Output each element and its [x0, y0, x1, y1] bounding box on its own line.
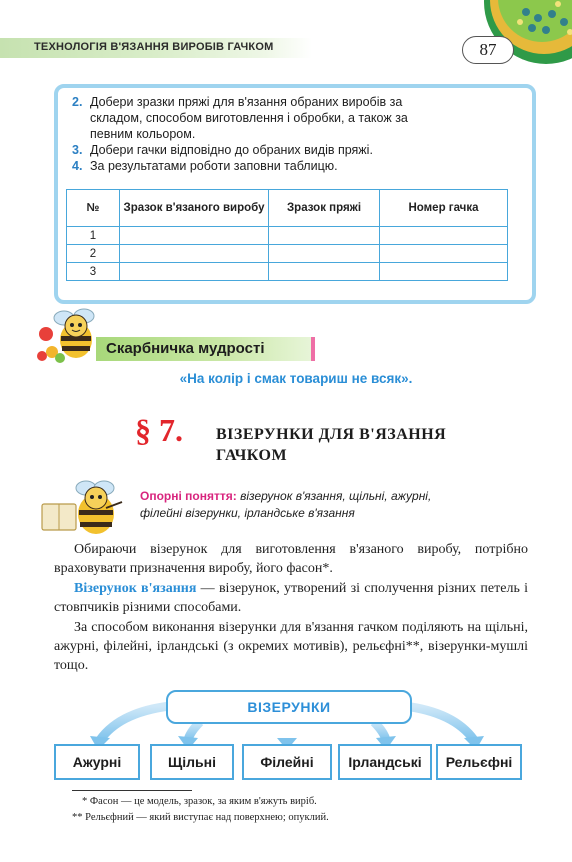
diagram-leaf-box: Ірландські — [338, 744, 432, 780]
term-highlight: Візерунок в'язання — [74, 581, 197, 596]
task-text: певним кольором. — [90, 127, 196, 141]
key-concepts-text: філейні візерунки, ірландське в'язання — [140, 506, 355, 520]
task-text: Добери гачки відповідно до обраних видів пряжі. — [90, 143, 373, 157]
diagram-leaf-box: Щільні — [150, 744, 234, 780]
key-concepts-label: Опорні поняття: — [140, 489, 237, 503]
section-title-line: ВІЗЕРУНКИ ДЛЯ В'ЯЗАННЯ — [216, 426, 447, 443]
paragraph-text: — візерунок, утворений зі сполучення різних петель і стовпчиків різними способами. — [54, 581, 528, 615]
paragraph: За способом виконання візерунки для в'язання гачком поділяють на щільні, ажурні, філейні, ірландські (з окремих мотивів), рельєфні**, візерунки-мушлі тощо. — [54, 620, 528, 673]
diagram-leaf-box: Філейні — [242, 744, 332, 780]
footnote: ** Рельєфний — який виступає над поверхнею; опуклий. — [72, 812, 329, 823]
key-concepts-text: візерунок в'язання, щільні, ажурні, — [240, 489, 432, 503]
table-header-cell: № — [67, 190, 120, 227]
page-number: 87 — [462, 36, 514, 64]
table-cell: 2 — [67, 245, 120, 263]
table-header-cell: Зразок в'язаного виробу — [120, 190, 269, 227]
task-text: складом, способом виготовлення і обробки, а також за — [90, 111, 408, 125]
diagram-leaf-box: Ажурні — [54, 744, 140, 780]
diagram-leaf-box: Рельєфні — [436, 744, 522, 780]
table-cell: 1 — [67, 227, 120, 245]
table-cell: 3 — [67, 263, 120, 281]
diagram-root-box: ВІЗЕРУНКИ — [166, 690, 412, 724]
task-number: 4. — [72, 159, 83, 173]
task-number: 2. — [72, 95, 83, 109]
wisdom-title: Скарбничка мудрості — [106, 340, 265, 357]
running-header-title: ТЕХНОЛОГІЯ В'ЯЗАННЯ ВИРОБІВ ГАЧКОМ — [34, 41, 274, 53]
proverb-text: «На колір і смак товариш не всяк». — [179, 371, 413, 386]
section-title-line: ГАЧКОМ — [216, 447, 288, 464]
task-number: 3. — [72, 143, 83, 157]
table-header-cell: Зразок пряжі — [269, 190, 380, 227]
table-header-cell: Номер гачка — [380, 190, 508, 227]
paragraph: Обираючи візерунок для виготовлення в'язаного виробу, потрібно враховувати призначення виробу, його фасон*. — [54, 542, 528, 576]
footnote-divider — [72, 790, 192, 791]
task-text: За результатами роботи заповни таблицю. — [90, 159, 338, 173]
section-number: § 7. — [135, 412, 183, 448]
footnote: * Фасон — це модель, зразок, за яким в'яжуть виріб. — [82, 796, 317, 807]
task-text: Добери зразки пряжі для в'язання обраних виробів за — [90, 95, 403, 109]
